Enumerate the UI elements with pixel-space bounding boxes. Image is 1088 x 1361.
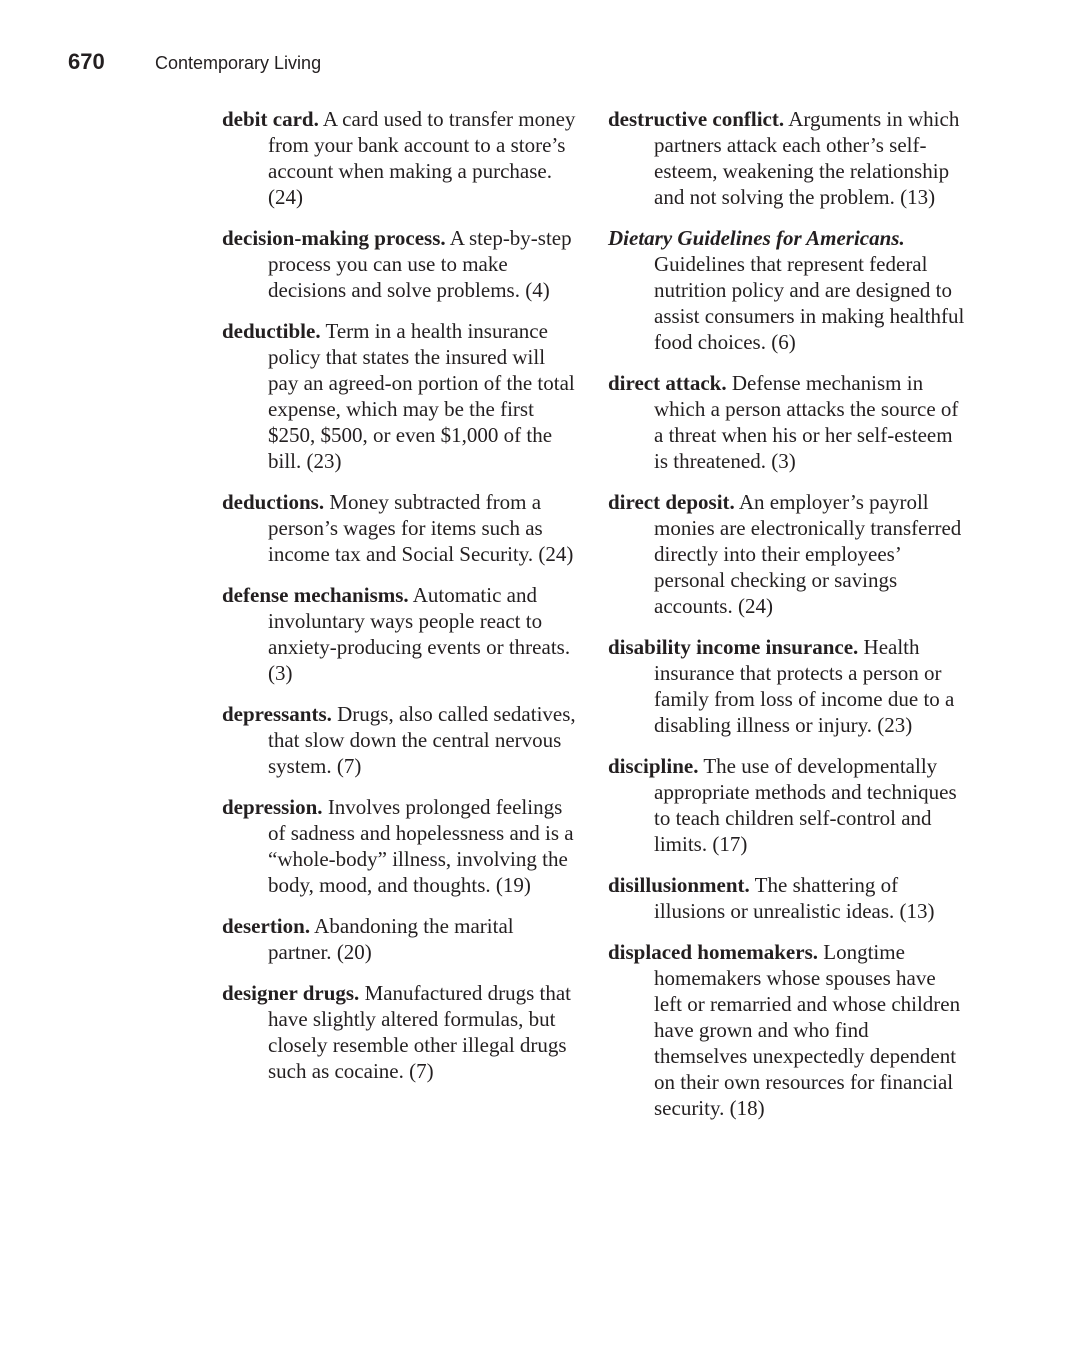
glossary-body: [222, 106, 966, 1136]
glossary-entry: [608, 753, 966, 857]
glossary-term: direct deposit.: [608, 490, 735, 514]
glossary-definition: Defense mechanism in which a person attacks the source of a threat when his or her self-esteem is threatened.: [654, 371, 959, 473]
chapter-reference: (3): [268, 661, 293, 685]
glossary-entry: [222, 701, 580, 779]
glossary-term: deductible.: [222, 319, 321, 343]
glossary-entry: [608, 489, 966, 619]
glossary-definition: Drugs, also called sedatives, that slow down the central nervous system.: [268, 702, 576, 778]
glossary-entry: [608, 634, 966, 738]
glossary-definition: Health insurance that protects a person or family from loss of income due to a disabling illness or injury.: [654, 635, 955, 737]
glossary-definition: The shattering of illusions or unrealistic ideas.: [654, 873, 899, 923]
glossary-entry: [222, 489, 580, 567]
glossary-entry: [222, 980, 580, 1084]
glossary-term: debit card.: [222, 107, 319, 131]
glossary-entry: [608, 872, 966, 924]
page-number: 670: [68, 49, 105, 74]
chapter-reference: (24): [737, 594, 773, 618]
chapter-reference: (17): [712, 832, 748, 856]
glossary-term: displaced homemakers.: [608, 940, 818, 964]
chapter-reference: (13): [899, 899, 935, 923]
glossary-term: destructive conflict.: [608, 107, 785, 131]
glossary-entry: [222, 225, 580, 303]
glossary-entry: [608, 939, 966, 1121]
glossary-definition: A step-by-step process you can use to make decisions and solve problems.: [268, 226, 572, 302]
glossary-entry: [222, 582, 580, 686]
chapter-reference: (18): [729, 1096, 765, 1120]
glossary-term: depressants.: [222, 702, 332, 726]
glossary-term: Dietary Guidelines for Americans.: [608, 226, 905, 250]
glossary-term: discipline.: [608, 754, 699, 778]
chapter-reference: (7): [409, 1059, 434, 1083]
glossary-entry: [608, 370, 966, 474]
chapter-reference: (20): [336, 940, 372, 964]
glossary-definition: Term in a health insurance policy that states the insured will pay an agreed-on portion of the total expense, which may be the first $250, $500, or even $1,000 of the bill.: [268, 319, 575, 473]
glossary-term: disability income insurance.: [608, 635, 859, 659]
chapter-reference: (13): [900, 185, 936, 209]
glossary-term: deductions.: [222, 490, 325, 514]
glossary-definition: Abandoning the marital partner.: [268, 914, 514, 964]
glossary-entry: [608, 106, 966, 210]
glossary-definition: Automatic and involuntary ways people react to anxiety-producing events or threats.: [268, 583, 571, 659]
glossary-term: designer drugs.: [222, 981, 360, 1005]
running-head: Contemporary Living: [155, 53, 322, 73]
glossary-entry: [222, 794, 580, 898]
glossary-term: decision-making process.: [222, 226, 446, 250]
glossary-term: desertion.: [222, 914, 311, 938]
glossary-definition: Involves prolonged feelings of sadness and hopelessness and is a “whole-body” illness, involving the body, mood, and thoughts.: [268, 795, 574, 897]
glossary-definition: An employer’s payroll monies are electronically transferred directly into their employees’ personal checking or savings accounts.: [654, 490, 962, 618]
glossary-definition: Arguments in which partners attack each other’s self-esteem, weakening the relationship and not solving the problem.: [654, 107, 960, 209]
glossary-definition: The use of developmentally appropriate methods and techniques to teach children self-control and limits.: [654, 754, 957, 856]
glossary-entry: [222, 318, 580, 474]
glossary-entry: [222, 106, 580, 210]
glossary-definition: Guidelines that represent federal nutrition policy and are designed to assist consumers in making healthful food choices.: [654, 252, 965, 354]
glossary-definition: Manufactured drugs that have slightly altered formulas, but closely resemble other illegal drugs such as cocaine.: [268, 981, 571, 1083]
glossary-entry: [222, 913, 580, 965]
chapter-reference: (4): [525, 278, 550, 302]
glossary-definition: Longtime homemakers whose spouses have left or remarried and whose children have grown and who find themselves unexpectedly dependent on their own resources for financial security.: [654, 940, 961, 1120]
chapter-reference: (3): [771, 449, 796, 473]
glossary-column-left: [222, 106, 580, 1136]
chapter-reference: (6): [771, 330, 796, 354]
glossary-definition: Money subtracted from a person’s wages for items such as income tax and Social Security.: [268, 490, 543, 566]
glossary-term: disillusionment.: [608, 873, 750, 897]
glossary-definition: A card used to transfer money from your bank account to a store’s account when making a purchase.: [268, 107, 576, 183]
glossary-term: depression.: [222, 795, 323, 819]
glossary-term: direct attack.: [608, 371, 727, 395]
chapter-reference: (19): [495, 873, 531, 897]
chapter-reference: (24): [268, 185, 303, 209]
glossary-column-right: [608, 106, 966, 1136]
glossary-term: defense mechanisms.: [222, 583, 409, 607]
chapter-reference: (7): [336, 754, 362, 778]
chapter-reference: (23): [306, 449, 342, 473]
page-header: [0, 50, 1088, 80]
chapter-reference: (23): [877, 713, 913, 737]
chapter-reference: (24): [538, 542, 574, 566]
glossary-entry: [608, 225, 966, 355]
